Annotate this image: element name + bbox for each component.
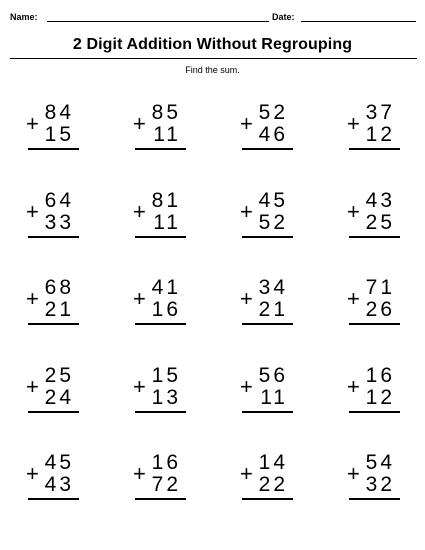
bottom-addend: 16 [151, 298, 181, 321]
addition-problem [347, 190, 403, 242]
answer-line[interactable] [135, 148, 186, 150]
plus-sign: + [133, 111, 146, 136]
addition-problem [26, 365, 82, 417]
addition-problem [133, 102, 189, 154]
answer-line[interactable] [242, 323, 293, 325]
addition-problem [240, 277, 296, 329]
plus-sign: + [347, 199, 360, 224]
addition-problem [26, 452, 82, 504]
answer-line[interactable] [135, 236, 186, 238]
top-addend: 64 [44, 189, 74, 212]
plus-sign: + [347, 461, 360, 486]
bottom-addend: 32 [365, 473, 395, 496]
answer-line[interactable] [242, 236, 293, 238]
addition-problem [26, 190, 82, 242]
bottom-addend: 25 [365, 211, 395, 234]
bottom-addend: 12 [365, 386, 395, 409]
plus-sign: + [26, 199, 39, 224]
top-addend: 68 [44, 276, 74, 299]
bottom-addend: 12 [365, 123, 395, 146]
plus-sign: + [240, 461, 253, 486]
answer-line[interactable] [135, 498, 186, 500]
bottom-addend: 52 [258, 211, 288, 234]
answer-line[interactable] [28, 498, 79, 500]
date-label: Date: [272, 12, 295, 22]
top-addend: 81 [151, 189, 181, 212]
answer-line[interactable] [349, 236, 400, 238]
answer-line[interactable] [28, 323, 79, 325]
addition-problem [133, 452, 189, 504]
name-label: Name: [10, 12, 38, 22]
plus-sign: + [26, 461, 39, 486]
answer-line[interactable] [135, 323, 186, 325]
plus-sign: + [133, 199, 146, 224]
bottom-addend: 13 [151, 386, 181, 409]
worksheet-title: 2 Digit Addition Without Regrouping [72, 36, 353, 53]
plus-sign: + [347, 111, 360, 136]
plus-sign: + [240, 199, 253, 224]
bottom-addend: 11 [153, 211, 181, 234]
top-addend: 54 [365, 451, 395, 474]
top-addend: 25 [44, 364, 74, 387]
top-addend: 71 [365, 276, 395, 299]
bottom-addend: 22 [258, 473, 288, 496]
plus-sign: + [133, 374, 146, 399]
top-addend: 16 [151, 451, 181, 474]
bottom-addend: 21 [258, 298, 288, 321]
plus-sign: + [26, 286, 39, 311]
top-addend: 45 [258, 189, 288, 212]
plus-sign: + [347, 286, 360, 311]
addition-problem [26, 277, 82, 329]
bottom-addend: 11 [260, 386, 288, 409]
top-addend: 56 [258, 364, 288, 387]
addition-problem [240, 452, 296, 504]
addition-problem [347, 277, 403, 329]
addition-problem [347, 365, 403, 417]
answer-line[interactable] [135, 411, 186, 413]
plus-sign: + [240, 286, 253, 311]
plus-sign: + [240, 111, 253, 136]
addition-problem [347, 102, 403, 154]
addition-problem [133, 277, 189, 329]
top-addend: 14 [258, 451, 288, 474]
top-addend: 15 [151, 364, 181, 387]
addition-problem [26, 102, 82, 154]
top-addend: 84 [44, 101, 74, 124]
bottom-addend: 46 [258, 123, 288, 146]
plus-sign: + [133, 461, 146, 486]
answer-line[interactable] [28, 148, 79, 150]
top-addend: 43 [365, 189, 395, 212]
top-addend: 34 [258, 276, 288, 299]
bottom-addend: 21 [44, 298, 74, 321]
top-addend: 37 [365, 101, 395, 124]
top-addend: 41 [151, 276, 181, 299]
bottom-addend: 43 [44, 473, 74, 496]
instruction-text: Find the sum. [185, 65, 240, 75]
bottom-addend: 33 [44, 211, 74, 234]
addition-problem [347, 452, 403, 504]
answer-line[interactable] [349, 148, 400, 150]
plus-sign: + [133, 286, 146, 311]
top-addend: 85 [151, 101, 181, 124]
top-addend: 45 [44, 451, 74, 474]
plus-sign: + [240, 374, 253, 399]
answer-line[interactable] [242, 411, 293, 413]
addition-problem [133, 190, 189, 242]
bottom-addend: 72 [151, 473, 181, 496]
addition-problem [240, 365, 296, 417]
plus-sign: + [347, 374, 360, 399]
answer-line[interactable] [242, 498, 293, 500]
top-addend: 16 [365, 364, 395, 387]
answer-line[interactable] [242, 148, 293, 150]
answer-line[interactable] [349, 411, 400, 413]
bottom-addend: 15 [44, 123, 74, 146]
bottom-addend: 11 [153, 123, 181, 146]
answer-line[interactable] [28, 411, 79, 413]
top-addend: 52 [258, 101, 288, 124]
answer-line[interactable] [28, 236, 79, 238]
addition-problem [133, 365, 189, 417]
plus-sign: + [26, 111, 39, 136]
addition-problem [240, 190, 296, 242]
bottom-addend: 26 [365, 298, 395, 321]
bottom-addend: 24 [44, 386, 74, 409]
plus-sign: + [26, 374, 39, 399]
answer-line[interactable] [349, 323, 400, 325]
addition-problem [240, 102, 296, 154]
answer-line[interactable] [349, 498, 400, 500]
